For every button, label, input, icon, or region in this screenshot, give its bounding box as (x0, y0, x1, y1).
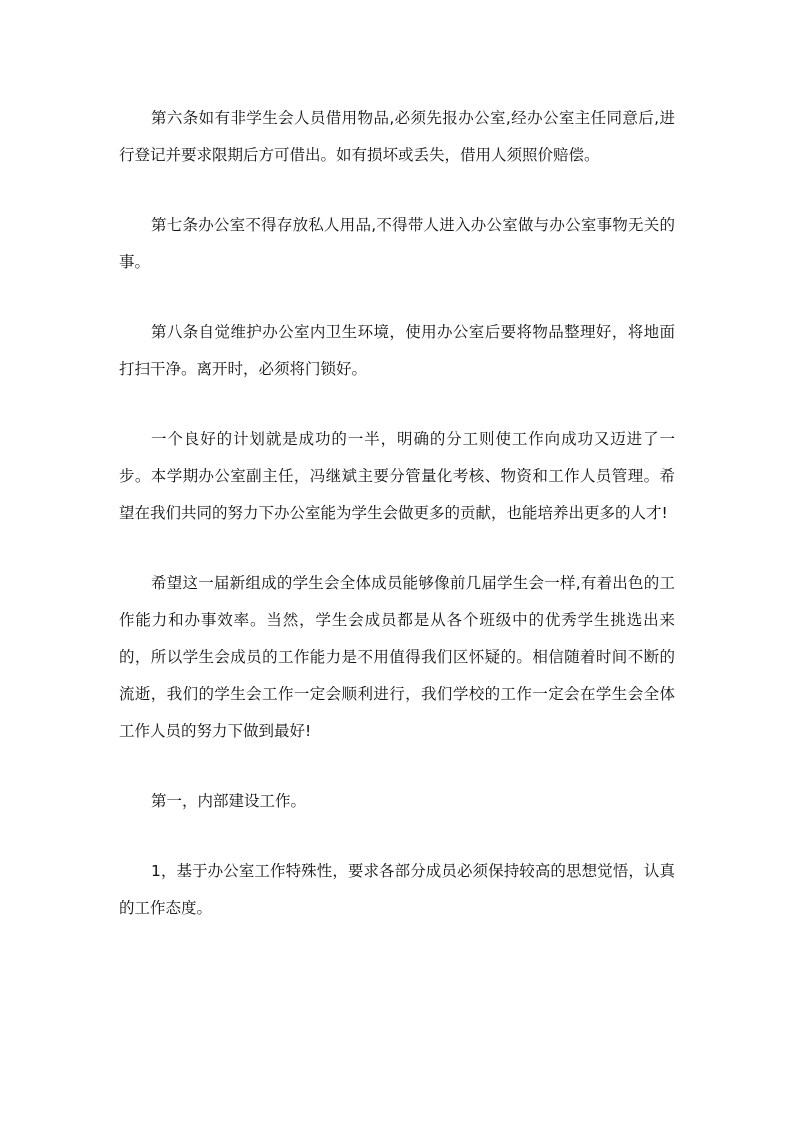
paragraph-section-heading: 第一，内部建设工作。 (151, 792, 307, 810)
paragraph-plan: 一个良好的计划就是成功的一半，明确的分工则使工作向成功又迈进了一步。本学期办公室副主任，冯继斌主要分管量化考核、物资和工作人员管理。希望在我们共同的努力下办公室能为学生会做更多的贡献，也能培养出更多的人才! (119, 430, 675, 522)
paragraph-item-1: 1，基于办公室工作特殊性，要求各部分成员必须保持较高的思想觉悟，认真的工作态度。 (119, 862, 675, 917)
paragraph-hope: 希望这一届新组成的学生会全体成员能够像前几届学生会一样,有着出色的工作能力和办事效率。当然，学生会成员都是从各个班级中的优秀学生挑选出来的，所以学生会成员的工作能力是不用值得我们区怀疑的。相信随着时间不断的流逝，我们的学生会工作一定会顺利进行，我们学校的工作一定会在学生会全体工作人员的努力下做到最好! (119, 574, 675, 740)
paragraph-article-7: 第七条办公室不得存放私人用品,不得带人进入办公室做与办公室事物无关的事。 (119, 216, 675, 271)
document-body (119, 100, 675, 960)
paragraph-article-6: 第六条如有非学生会人员借用物品,必须先报办公室,经办公室主任同意后,进行登记并要求限期后方可借出。如有损坏或丢失，借用人须照价赔偿。 (119, 109, 675, 164)
paragraph-article-8: 第八条自觉维护办公室内卫生环境，使用办公室后要将物品整理好，将地面打扫干净。离开时，必须将门锁好。 (119, 323, 675, 378)
